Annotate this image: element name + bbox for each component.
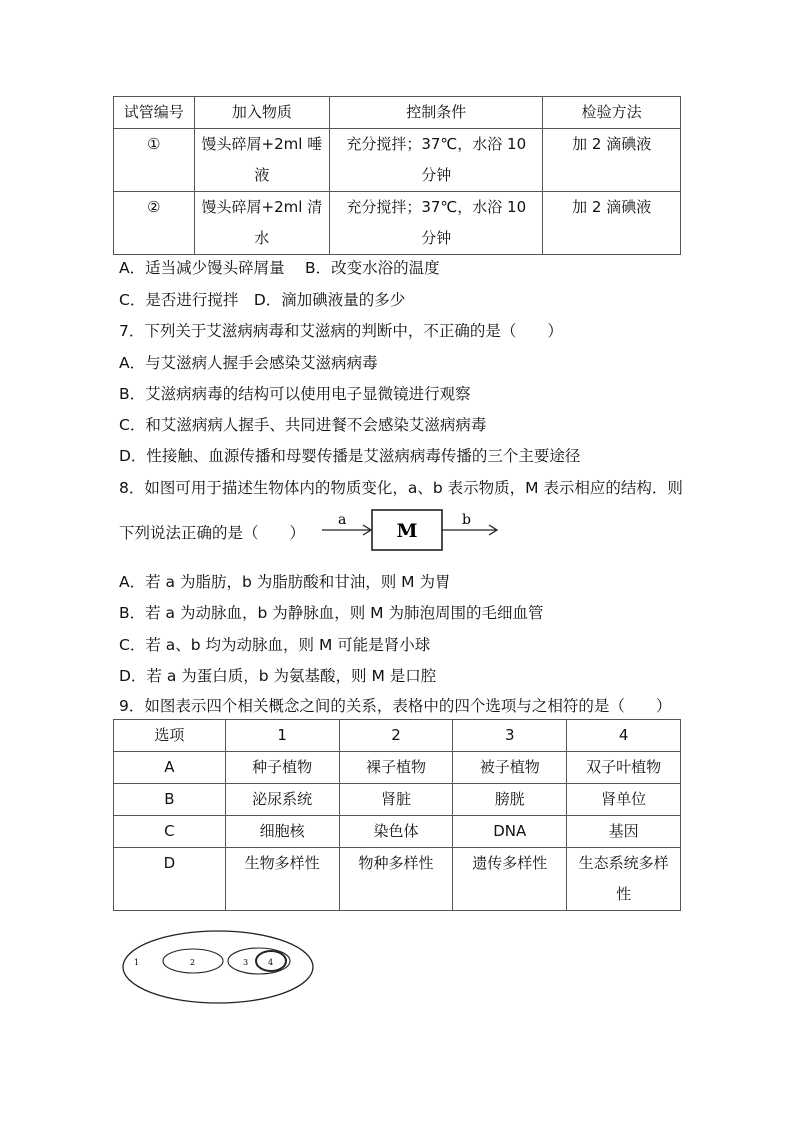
process-diagram bbox=[320, 504, 500, 556]
cell-text: 馒头碎屑+2ml 清 bbox=[201, 198, 323, 216]
option-cell: B bbox=[114, 784, 226, 816]
table-header-row bbox=[114, 720, 681, 752]
q8-stem-cont: 下列说法正确的是（ ） bbox=[119, 524, 306, 542]
concept-cell: 肾脏 bbox=[339, 784, 453, 816]
concept-cell: 基因 bbox=[567, 816, 681, 848]
concept-cell: 生物多样性 bbox=[225, 848, 339, 911]
q8-option-a: A．若 a 为脂肪，b 为脂肪酸和甘油，则 M 为胃 bbox=[119, 573, 451, 591]
header-cell: 控制条件 bbox=[330, 97, 543, 129]
header-cell: 选项 bbox=[114, 720, 226, 752]
substance-cell bbox=[194, 192, 330, 255]
q7-option-a: A．与艾滋病人握手会感染艾滋病病毒 bbox=[119, 354, 378, 372]
condition-cell bbox=[330, 192, 543, 255]
concept-venn-diagram bbox=[120, 928, 316, 1006]
concept-cell: 被子植物 bbox=[453, 752, 567, 784]
concept-cell: 染色体 bbox=[339, 816, 453, 848]
cell-text: 水 bbox=[254, 229, 270, 247]
cell-text: 分钟 bbox=[421, 166, 452, 184]
q6-option-cd: C．是否进行搅拌 D．滴加碘液量的多少 bbox=[119, 291, 406, 309]
q8-option-c: C．若 a、b 均为动脉血，则 M 可能是肾小球 bbox=[119, 636, 431, 654]
header-cell: 1 bbox=[225, 720, 339, 752]
experiment-table bbox=[113, 96, 681, 255]
input-label: a bbox=[338, 512, 347, 528]
condition-cell bbox=[330, 129, 543, 192]
tube-id: ② bbox=[114, 192, 195, 255]
table-row bbox=[114, 816, 681, 848]
concept-cell: 裸子植物 bbox=[339, 752, 453, 784]
q8-option-b: B．若 a 为动脉血，b 为静脉血，则 M 为肺泡周围的毛细血管 bbox=[119, 604, 544, 622]
q9-stem: 9．如图表示四个相关概念之间的关系，表格中的四个选项与之相符的是（ ） bbox=[119, 697, 672, 715]
header-cell: 加入物质 bbox=[194, 97, 330, 129]
table-header-row bbox=[114, 97, 681, 129]
table-row bbox=[114, 752, 681, 784]
table-row bbox=[114, 129, 681, 192]
table-row bbox=[114, 848, 681, 911]
q7-option-c: C．和艾滋病病人握手、共同进餐不会感染艾滋病病毒 bbox=[119, 416, 487, 434]
output-label: b bbox=[462, 512, 471, 528]
q7-option-b: B．艾滋病病毒的结构可以使用电子显微镜进行观察 bbox=[119, 385, 471, 403]
cell-text: 馒头碎屑+2ml 唾 bbox=[201, 135, 323, 153]
table-row bbox=[114, 784, 681, 816]
concept-cell: 生态系统多样性 bbox=[567, 848, 681, 911]
concept-cell: DNA bbox=[453, 816, 567, 848]
method-cell: 加 2 滴碘液 bbox=[543, 192, 681, 255]
header-cell: 4 bbox=[567, 720, 681, 752]
concept-cell: 细胞核 bbox=[225, 816, 339, 848]
concept-cell: 遗传多样性 bbox=[453, 848, 567, 911]
cell-text: 充分搅拌；37℃，水浴 10 bbox=[346, 198, 527, 216]
q7-stem: 7．下列关于艾滋病病毒和艾滋病的判断中，不正确的是（ ） bbox=[119, 322, 563, 340]
cell-text: 分钟 bbox=[421, 229, 452, 247]
option-cell: D bbox=[114, 848, 226, 911]
q7-option-d: D．性接触、血源传播和母婴传播是艾滋病病毒传播的三个主要途径 bbox=[119, 447, 581, 465]
label-3: 3 bbox=[243, 958, 249, 967]
label-1: 1 bbox=[134, 958, 140, 967]
label-4: 4 bbox=[268, 958, 274, 967]
label-2: 2 bbox=[190, 958, 196, 967]
ellipse-1 bbox=[123, 931, 313, 1003]
substance-cell bbox=[194, 129, 330, 192]
concept-table bbox=[113, 719, 681, 911]
box-label: M bbox=[396, 520, 418, 542]
cell-text: 充分搅拌；37℃，水浴 10 bbox=[346, 135, 527, 153]
cell-text: 液 bbox=[254, 166, 270, 184]
concept-cell: 双子叶植物 bbox=[567, 752, 681, 784]
ellipse-3 bbox=[228, 948, 290, 974]
option-cell: C bbox=[114, 816, 226, 848]
tube-id: ① bbox=[114, 129, 195, 192]
q8-stem: 8．如图可用于描述生物体内的物质变化，a、b 表示物质，M 表示相应的结构．则 bbox=[119, 479, 683, 497]
q8-option-d: D．若 a 为蛋白质，b 为氨基酸，则 M 是口腔 bbox=[119, 667, 437, 685]
q6-option-ab: A．适当减少馒头碎屑量 B．改变水浴的温度 bbox=[119, 259, 440, 277]
header-cell: 试管编号 bbox=[114, 97, 195, 129]
concept-cell: 种子植物 bbox=[225, 752, 339, 784]
concept-cell: 肾单位 bbox=[567, 784, 681, 816]
header-cell: 2 bbox=[339, 720, 453, 752]
concept-cell: 泌尿系统 bbox=[225, 784, 339, 816]
concept-cell: 物种多样性 bbox=[339, 848, 453, 911]
concept-cell: 膀胱 bbox=[453, 784, 567, 816]
header-cell: 检验方法 bbox=[543, 97, 681, 129]
option-cell: A bbox=[114, 752, 226, 784]
method-cell: 加 2 滴碘液 bbox=[543, 129, 681, 192]
header-cell: 3 bbox=[453, 720, 567, 752]
table-row bbox=[114, 192, 681, 255]
